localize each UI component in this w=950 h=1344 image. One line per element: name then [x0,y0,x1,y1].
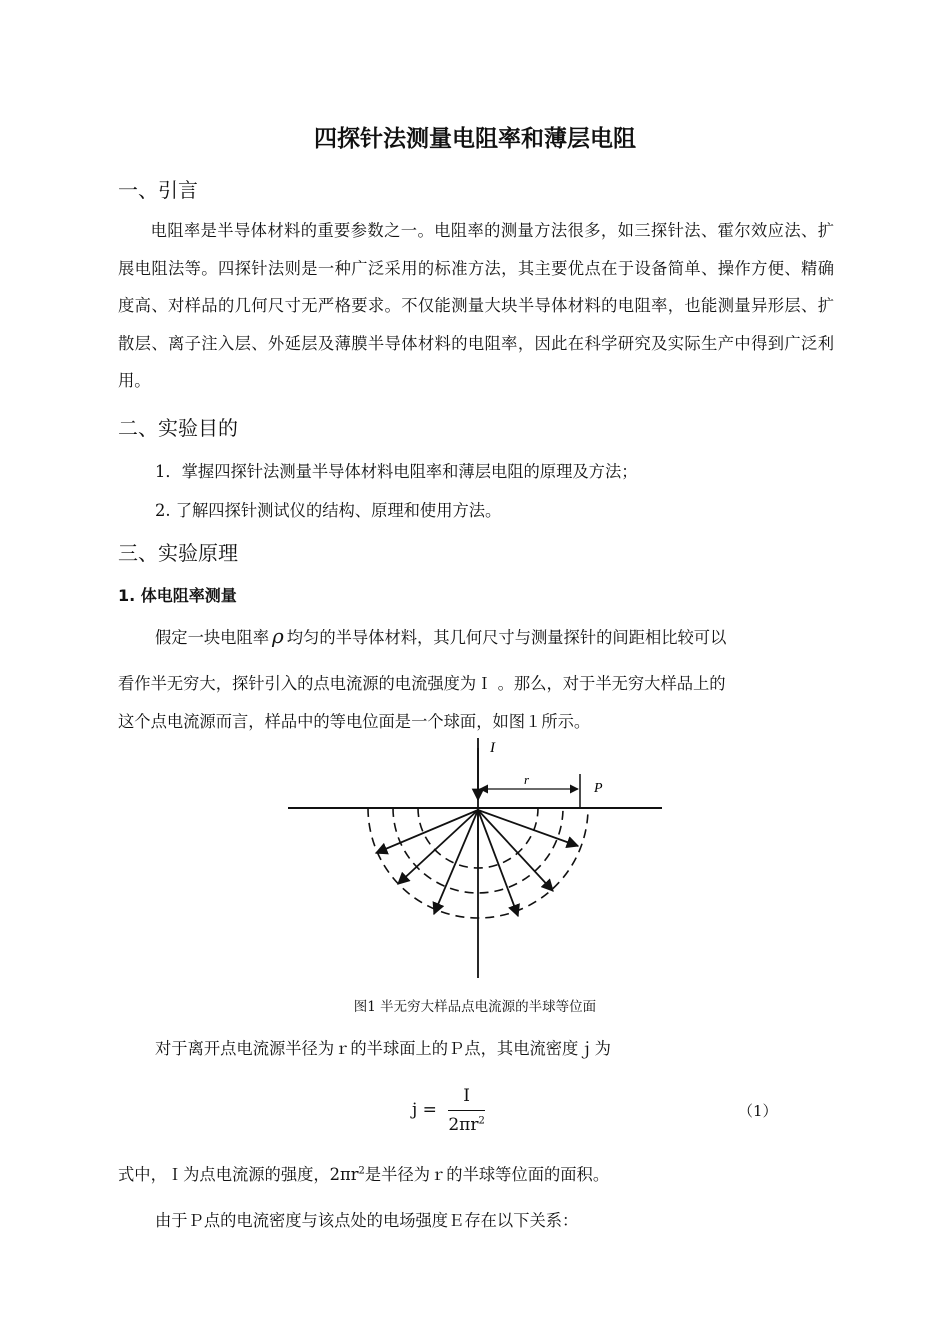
purpose-item-1: 1．掌握四探针法测量半导体材料电阻率和薄层电阻的原理及方法； [155,462,638,481]
radius-label: r [524,772,530,787]
principle-paragraph-line-2: 看作半无穷大，探针引入的点电流源的电流强度为Ｉ 。那么，对于半无穷大样品上的 [118,674,726,693]
explain-text-b: 是半径为ｒ的半球等位面的面积。 [364,1165,610,1184]
formula-current-density [412,1086,485,1135]
formula-denominator [448,1111,485,1135]
principle-text-b: 均匀的半导体材料，其几何尺寸与测量探针的间距相比较可以 [286,628,727,647]
text-after-figure: 对于离开点电流源半径为ｒ的半球面上的Ｐ点，其电流密度ｊ为 [155,1039,611,1058]
principle-paragraph-line-1 [155,624,726,648]
point-p-label: P [594,781,603,796]
hemisphere-equipotential-figure [280,738,670,983]
principle-paragraph-line-3: 这个点电流源而言，样品中的等电位面是一个球面，如图１所示。 [118,712,591,731]
purpose-item-2: 2. 了解四探针测试仪的结构、原理和使用方法。 [155,501,502,520]
explain-text-a: 式中，Ｉ为点电流源的强度， [118,1165,330,1184]
intro-paragraph: 电阻率是半导体材料的重要参数之一。电阻率的测量方法很多，如三探针法、霍尔效应法、扩展电阻法等。四探针法则是一种广泛采用的标准方法，其主要优点在于设备简单、操作方便、精确度高、对样品的几何尺寸无严格要求。不仅能测量大块半导体材料的电阻率，也能测量异形层、扩散层、离子注入层、外延层及薄膜半导体材料的电阻率，因此在科学研究及实际生产中得到广泛利用。 [118,221,834,390]
subsection-heading-bulk-resistivity: 1. 体电阻率测量 [118,586,237,605]
section-heading-purpose: 二、实验目的 [118,416,238,440]
formula-numerator: I [448,1086,485,1111]
relation-line: 由于Ｐ点的电流密度与该点处的电场强度Ｅ存在以下关系： [155,1211,579,1230]
explain-expression: 2πr [329,1165,359,1184]
explain-line [118,1161,609,1185]
formula-fraction [448,1086,485,1135]
rho-symbol: ρ [271,624,284,648]
formula-denominator-base: 2πr [448,1115,479,1135]
equation-number: （1） [738,1102,778,1120]
current-label: I [490,740,495,756]
explain-exponent: 2 [358,1165,365,1177]
formula-lhs: j = [412,1100,437,1120]
section-heading-principle: 三、实验原理 [118,541,238,565]
page-title: 四探针法测量电阻率和薄层电阻 [314,126,636,152]
section-heading-intro: 一、引言 [118,178,198,202]
principle-text-a: 假定一块电阻率 [155,628,269,647]
formula-denominator-exponent: 2 [478,1115,485,1127]
figure-caption: 图1 半无穷大样品点电流源的半球等位面 [353,999,597,1015]
radial-current-arrows [376,810,578,916]
